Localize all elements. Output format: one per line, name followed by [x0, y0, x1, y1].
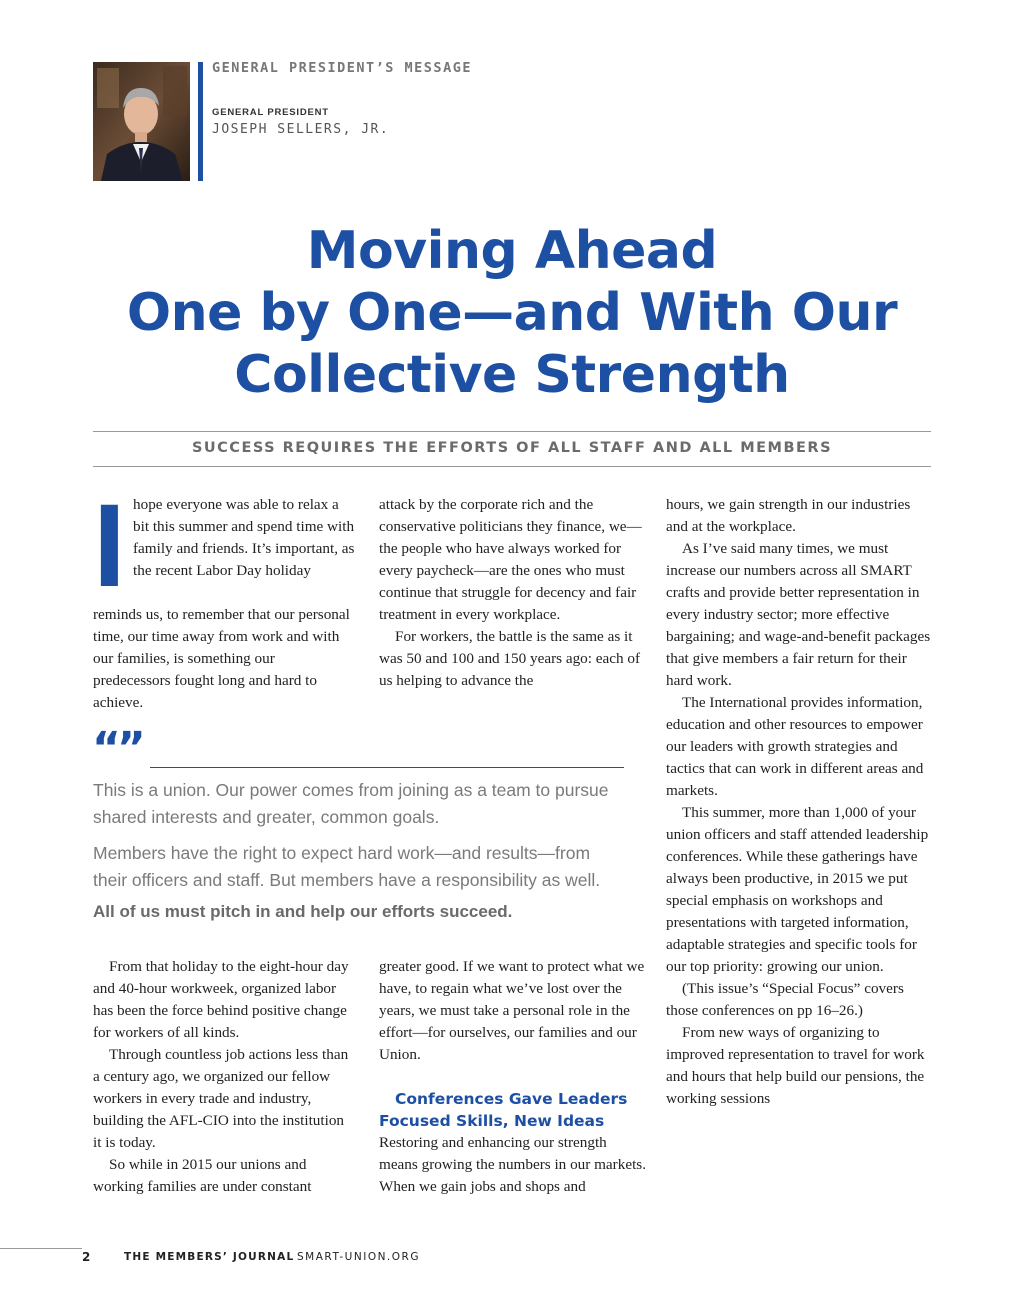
author-photo — [93, 62, 190, 181]
page-number: 2 — [82, 1250, 91, 1264]
author-name: JOSEPH SELLERS, JR. — [212, 122, 390, 137]
title-line-2: One by One—and With Our — [126, 283, 898, 343]
subhead-bottom-rule — [93, 466, 931, 467]
paragraph: From that holiday to the eight-hour day and 40-hour workweek, organized labor has been the force behind positive change for workers of all kinds. — [93, 958, 349, 1041]
column-2-bottom — [379, 956, 649, 1198]
pull-quote-line: Members have the right to expect hard work—and results—from — [93, 843, 591, 863]
title-line-3: Collective Strength — [234, 345, 790, 405]
subhead-top-rule — [93, 431, 931, 432]
paragraph: The International provides information, education and other resources to empower our leaders with growth strategies and tactics that can work in different areas and markets. — [666, 694, 924, 799]
section-label: GENERAL PRESIDENT’S MESSAGE — [212, 60, 472, 76]
footer-rule — [0, 1248, 82, 1249]
pull-quote-rule — [150, 767, 624, 768]
paragraph: greater good. If we want to protect what we have, to regain what we’ve lost over the years, we must take a personal role in the effort—for ourselves, our families and our Union. — [379, 958, 645, 1063]
paragraph: For workers, the battle is the same as it was 50 and 100 and 150 years ago: each of us helping to advance the — [379, 628, 641, 689]
paragraph: This summer, more than 1,000 of your union officers and staff attended leadership conferences. While these gatherings have always been productive, in 2015 we put special emphasis on workshops and presentations with targeted information, adaptable strategies and specific tools for our top priority: growing our union. — [666, 804, 929, 975]
paragraph: attack by the corporate rich and the conservative politicians they finance, we—the people who have always worked for every paycheck—are the ones who must continue that struggle for decency and fair treatment in every workplace. — [379, 496, 642, 623]
drop-cap: I — [93, 480, 126, 612]
intro-paragraph-end: reminds us, to remember that our personal time, our time away from work and with our families, is something our predecessors fought long and hard to achieve. — [93, 606, 350, 711]
title-line-1: Moving Ahead — [306, 221, 718, 281]
pull-quote-emphasis: All of us must pitch in and help our efforts succeed. — [93, 902, 513, 921]
subsection-heading — [379, 1088, 649, 1132]
paragraph: (This issue’s “Special Focus” covers those conferences on pp 16–26.) — [666, 980, 904, 1019]
author-role: GENERAL PRESIDENT — [212, 107, 329, 118]
paragraph: From new ways of organizing to improved representation to travel for work and hours that help build our pensions, the working sessions — [666, 1024, 925, 1107]
column-1-bottom — [93, 956, 355, 1198]
page-title — [0, 220, 1024, 406]
column-3 — [666, 494, 934, 1110]
pull-quote-line: shared interests and greater, common goals. — [93, 807, 440, 827]
paragraph: hours, we gain strength in our industries and at the workplace. — [666, 496, 911, 535]
column-2-top — [379, 494, 649, 692]
subsection-heading-line-1: Conferences Gave Leaders — [395, 1090, 628, 1108]
paragraph: So while in 2015 our unions and working families are under constant — [93, 1156, 312, 1195]
paragraph: Through countless job actions less than a century ago, we organized our fellow workers in every trade and industry, building the AFL-CIO into the institution it is today. — [93, 1046, 349, 1151]
paragraph: Restoring and enhancing our strength means growing the numbers in our markets. When we gain jobs and shops and — [379, 1134, 646, 1195]
paragraph: As I’ve said many times, we must increase our numbers across all SMART crafts and provide better representation in every industry sector; more effective bargaining; and wage-and-benefit packages that give members a fair return for their hard work. — [666, 540, 931, 689]
pull-quote-line: their officers and staff. But members have a responsibility as well. — [93, 870, 601, 890]
intro-paragraph-start: hope everyone was able to relax a bit this summer and spend time with family and friends. It’s important, as the recent Labor Day holiday — [133, 496, 355, 579]
header-accent-bar — [198, 62, 203, 181]
pull-quote-line: This is a union. Our power comes from joining as a team to pursue — [93, 780, 609, 800]
publication-name: THE MEMBERS’ JOURNAL — [124, 1251, 295, 1263]
subheadline: SUCCESS REQUIRES THE EFFORTS OF ALL STAFF AND ALL MEMBERS — [191, 440, 833, 456]
footer-url: SMART-UNION.ORG — [297, 1251, 420, 1263]
subsection-heading-line-2: Focused Skills, New Ideas — [379, 1112, 605, 1130]
quote-marks-icon: “” — [92, 723, 142, 774]
